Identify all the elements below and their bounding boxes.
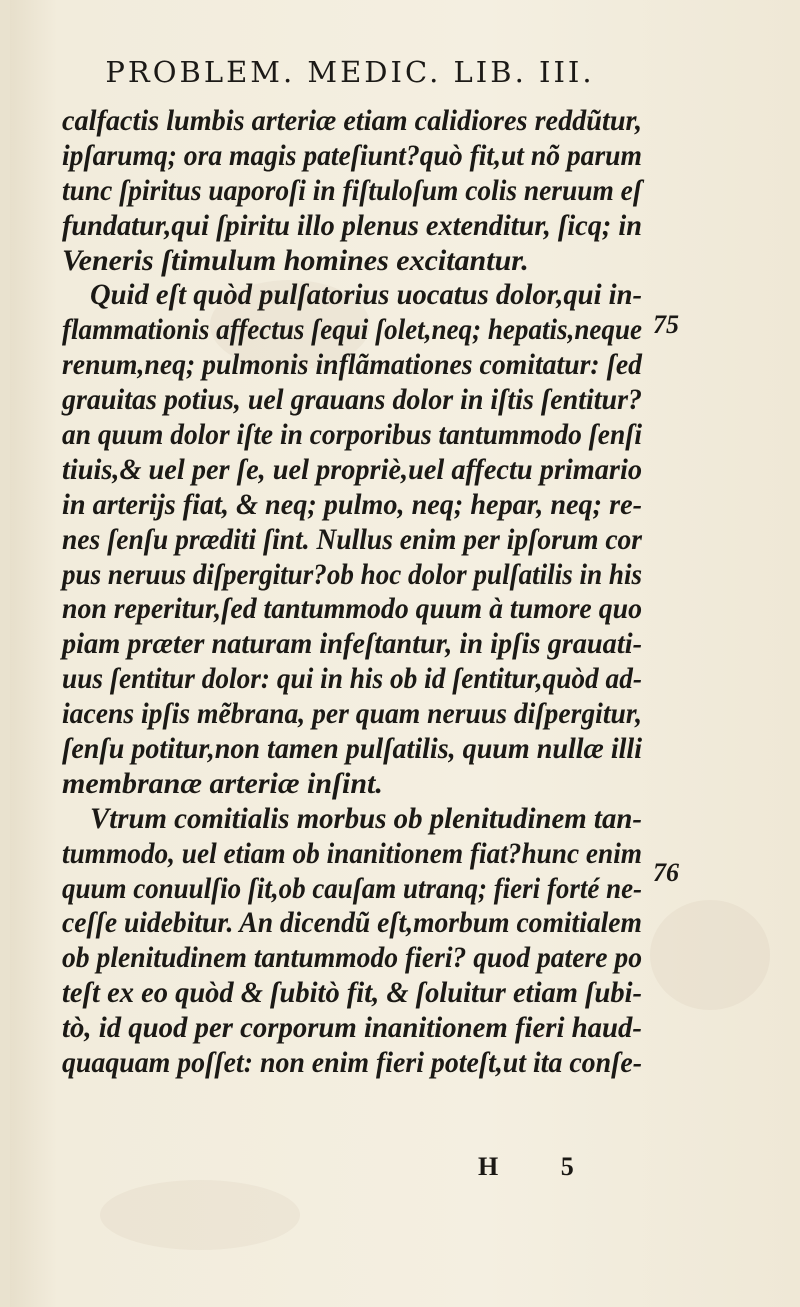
text-line: Quid eſt quòd pulſatorius uocatus dolor,qui in- — [90, 278, 643, 312]
text-line: iacens ipſis mẽbrana, per quam neruus diſpergitur, — [62, 697, 643, 731]
text-line: tiuis,& uel per ſe, uel propriè,uel affectu primario — [62, 452, 642, 486]
text-line: piam præter naturam infeſtantur, in ipſis grauati- — [62, 627, 643, 661]
text-line: ipſarumq; ora magis pateſiunt?quò fit,ut nõ parum — [62, 138, 642, 172]
text-line: ſenſu potitur,non tamen pulſatilis, quum nullæ illi — [62, 732, 642, 766]
text-line: quaquam poſſet: non enim fieri poteſt,ut ita conſe- — [62, 1046, 642, 1080]
text-line: an quum dolor iſte in corporibus tantummodo ſenſi — [62, 418, 642, 452]
text-line: uus ſentitur dolor: qui in his ob id ſentitur,quòd ad- — [62, 662, 642, 696]
text-line: renum,neq; pulmonis inflãmationes comitatur: ſed — [62, 348, 643, 382]
text-line: ob plenitudinem tantummodo fieri? quod patere po — [62, 941, 643, 975]
margin-number: 76 — [653, 858, 679, 887]
text-line: ceſſe uidebitur. An dicendũ eſt,morbum comitialem — [62, 906, 642, 940]
paper-stain — [100, 1180, 300, 1250]
text-line: nes ſenſu præditi ſint. Nullus enim per ipſorum cor — [62, 522, 643, 556]
paper-stain — [650, 900, 770, 1010]
text-line: fundatur,qui ſpiritu illo plenus extenditur, ſicq; in — [62, 208, 642, 242]
margin-number: 75 — [653, 310, 679, 339]
running-header: PROBLEM. MEDIC. LIB. III. — [105, 55, 595, 89]
text-line: Vtrum comitialis morbus ob plenitudinem tan- — [90, 801, 642, 835]
text-line: membranæ arteriæ inſint. — [62, 766, 383, 800]
text-line: quum conuulſio ſit,ob cauſam utranq; fieri forté ne- — [62, 871, 643, 905]
text-line: grauitas potius, uel grauans dolor in iſtis ſentitur? — [62, 383, 642, 417]
body-text — [62, 104, 642, 1081]
text-line: Veneris ſtimulum homines excitantur. — [62, 243, 529, 277]
text-line: calfactis lumbis arteriæ etiam calidiores reddũtur, — [62, 104, 642, 137]
text-line: pus neruus diſpergitur?ob hoc dolor pulſatilis in his — [62, 557, 643, 591]
text-line: flammationis affectus ſequi ſolet,neq; hepatis,neque — [62, 313, 643, 347]
text-line: tummodo, uel etiam ob inanitionem fiat?hunc enim — [62, 836, 643, 870]
text-line: in arterijs fiat, & neq; pulmo, neq; hepar, neq; re- — [62, 487, 642, 521]
text-line: tò, id quod per corporum inanitionem fieri haud- — [62, 1011, 642, 1045]
text-line: non reperitur,ſed tantummodo quum à tumore quo — [62, 592, 642, 626]
signature-mark: H 5 — [478, 1152, 602, 1181]
text-line: tunc ſpiritus uaporoſi in fiſtuloſum colis neruum eſ — [62, 173, 642, 207]
text-line: teſt ex eo quòd & ſubitò fit, & ſoluitur etiam ſubi- — [62, 976, 642, 1010]
